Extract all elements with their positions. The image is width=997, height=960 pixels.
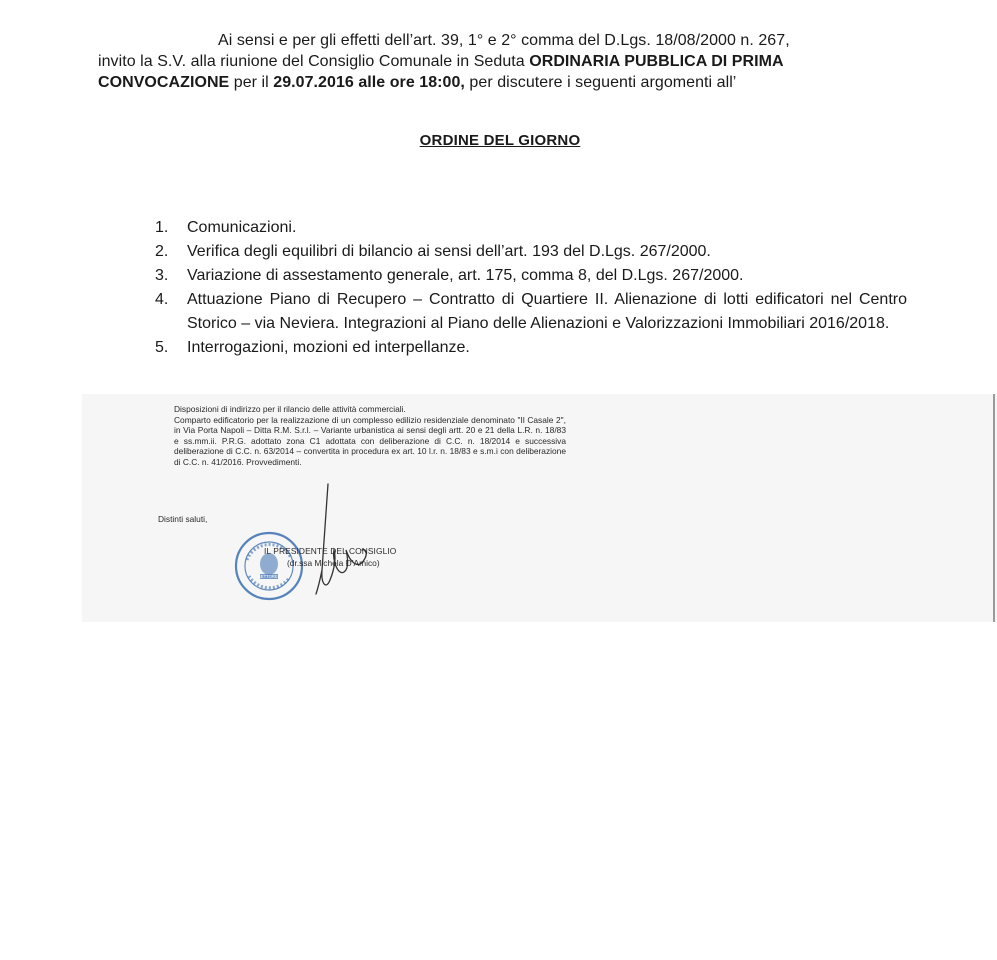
- agenda-item-number: 2.: [155, 243, 169, 260]
- small-paragraph-1: Disposizioni di indirizzo per il rilancio delle attività commerciali.: [174, 404, 406, 414]
- intro-line-3-text: per il: [229, 74, 274, 91]
- signatory-name: (dr.ssa Michela D’Amico): [287, 558, 380, 568]
- session-type: ORDINARIA PUBBLICA DI PRIMA: [529, 53, 784, 70]
- intro-line-2-text: invito la S.V. alla riunione del Consiglio Comunale in Seduta: [98, 53, 530, 70]
- agenda-item-text: Interrogazioni, mozioni ed interpellanze.: [187, 339, 470, 356]
- signatory-title: IL PRESIDENTE DEL CONSIGLIO: [264, 546, 397, 556]
- closing-greeting: Distinti saluti,: [158, 514, 208, 524]
- handwritten-signature: [300, 480, 380, 600]
- agenda-list: [155, 216, 907, 360]
- small-paragraph-2: Comparto edificatorio per la realizzazione di un complesso edilizio residenziale denominato "Il Casale 2", in Via Porta Napoli – Ditta R.M. S.r.l. – Variante urbanistica ai sensi degli artt. 20 e 21 della L.R. n. 18/83 e ss.mm.ii. P.R.G. adottato zona C1 adottata con deliberazione di C.C. n. 18/2014 e successiva deliberazione di C.C. n. 63/2014 – convertita in procedura ex art. 10 l.r. n. 18/83 e s.m.i con deliberazione di C.C. n. 41/2016. Provvedimenti.: [174, 414, 566, 467]
- continued-agenda-text: [174, 404, 566, 468]
- scan-edge-divider: [993, 394, 995, 622]
- agenda-item-number: 1.: [155, 219, 169, 236]
- intro-paragraph: [98, 30, 898, 93]
- intro-line-3-tail: per discutere i seguenti argomenti all’: [464, 74, 737, 91]
- intro-line-3: [98, 72, 898, 93]
- stamp-center-text: SETTORE I: [257, 574, 281, 580]
- agenda-item: [155, 336, 907, 360]
- convocation-label: CONVOCAZIONE: [98, 74, 230, 91]
- agenda-item-number: 4.: [155, 291, 169, 308]
- agenda-item: [155, 264, 907, 288]
- agenda-item: [155, 240, 907, 264]
- agenda-item-text: Attuazione Piano di Recupero – Contratto di Quartiere II. Alienazione di lotti edificatori nel Centro Storico – via Neviera. Integrazioni al Piano delle Alienazioni e Valorizzazioni Immobiliari 2016/2018.: [187, 291, 907, 332]
- agenda-item-text: Variazione di assestamento generale, art. 175, comma 8, del D.Lgs. 267/2000.: [187, 267, 744, 284]
- intro-line-1: Ai sensi e per gli effetti dell’art. 39, 1° e 2° comma del D.Lgs. 18/08/2000 n. 267,: [218, 32, 790, 49]
- agenda-item-text: Comunicazioni.: [187, 219, 297, 236]
- agenda-item-number: 5.: [155, 339, 169, 356]
- session-datetime: 29.07.2016 alle ore 18:00,: [273, 74, 465, 91]
- agenda-item-text: Verifica degli equilibri di bilancio ai sensi dell’art. 193 del D.Lgs. 267/2000.: [187, 243, 711, 260]
- agenda-item: [155, 288, 907, 336]
- agenda-item: [155, 216, 907, 240]
- agenda-heading: ORDINE DEL GIORNO: [419, 132, 581, 149]
- agenda-item-number: 3.: [155, 267, 169, 284]
- intro-line-2: [98, 51, 898, 72]
